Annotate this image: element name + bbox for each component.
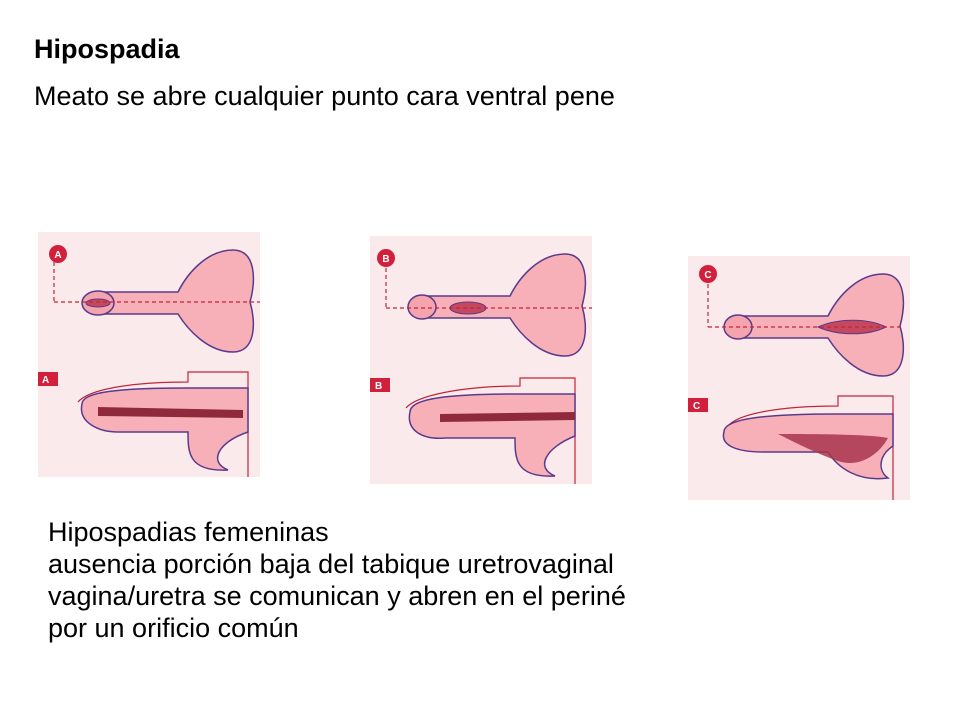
figure-label-b-top: B xyxy=(382,254,390,265)
figure-label-c-top: C xyxy=(704,270,712,281)
figure-panel-a xyxy=(38,232,260,477)
page-title: Hipospadia xyxy=(34,34,180,64)
body-line-3: vagina/uretra se comunican y abren en el periné xyxy=(48,581,626,611)
figure-label-a-bottom: A xyxy=(42,375,50,386)
figure-panel-c xyxy=(688,256,910,500)
figure-label-b-bottom: B xyxy=(375,381,383,392)
figure-panel-b xyxy=(370,236,592,484)
figure-label-c-bottom: C xyxy=(693,401,701,412)
hypospadias-illustration-a xyxy=(38,232,260,477)
body-line-4: por un orificio común xyxy=(48,613,299,643)
body-text xyxy=(48,516,626,644)
body-line-2: ausencia porción baja del tabique uretrovaginal xyxy=(48,549,614,579)
hypospadias-illustration-b xyxy=(370,236,592,484)
figure-label-a-top: A xyxy=(54,250,62,261)
page-subtitle: Meato se abre cualquier punto cara ventral pene xyxy=(34,81,615,111)
body-line-1: Hipospadias femeninas xyxy=(48,517,329,547)
hypospadias-illustration-c xyxy=(688,256,910,500)
